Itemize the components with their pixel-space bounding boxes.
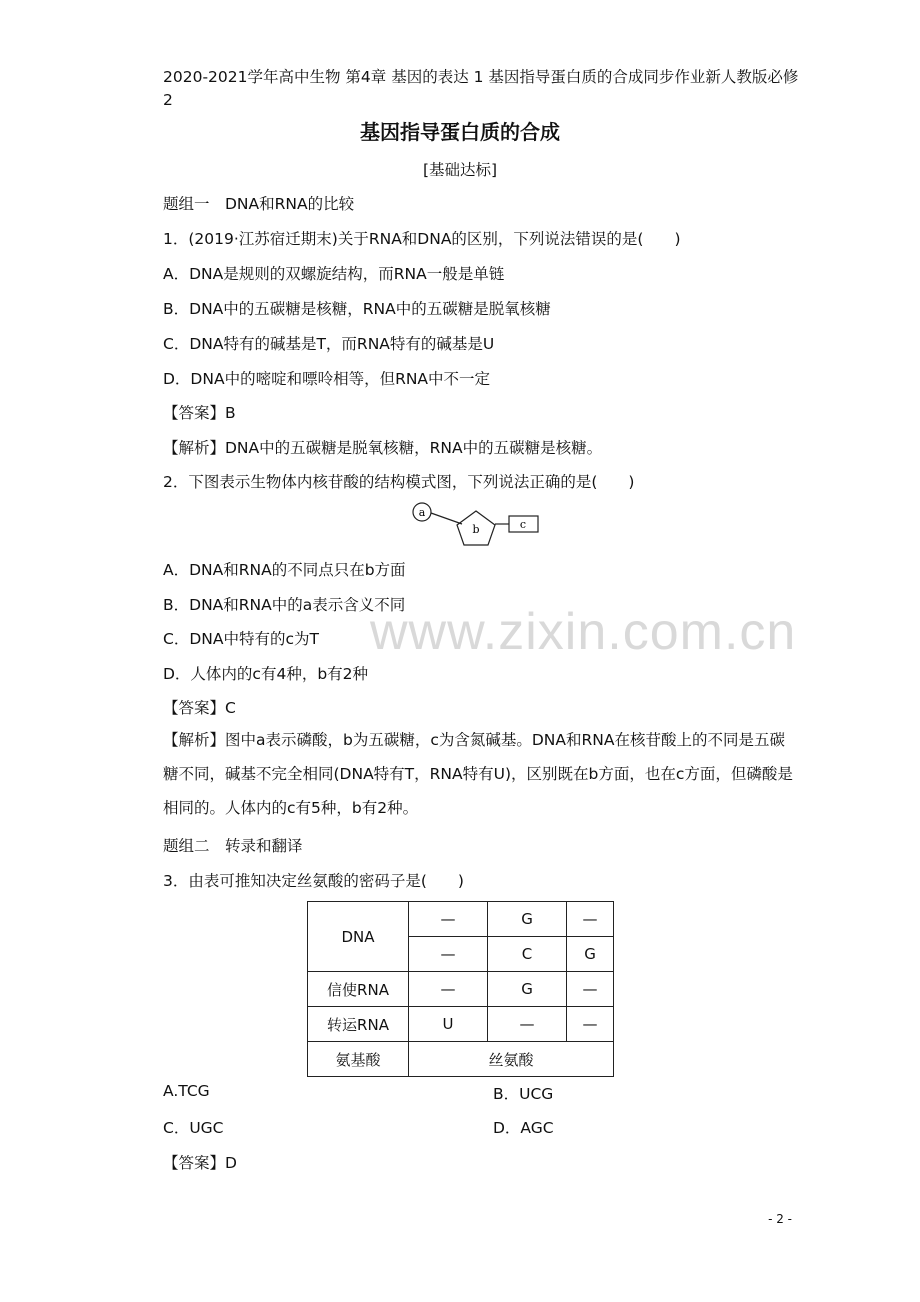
table-cell: — <box>409 902 488 937</box>
table-cell: 信使RNA <box>308 972 409 1007</box>
diagram-label-b: b <box>472 523 480 536</box>
table-row <box>308 1042 614 1077</box>
table-cell: G <box>567 937 614 972</box>
question-1-option-a: A．DNA是规则的双螺旋结构，而RNA一般是单链 <box>163 265 505 283</box>
group-heading-1: 题组一 DNA和RNA的比较 <box>163 195 355 213</box>
question-2-option-d: D．人体内的c有4种，b有2种 <box>163 665 369 683</box>
table-row <box>308 902 614 937</box>
table-cell: 转运RNA <box>308 1007 409 1042</box>
question-2-stem: 2．下图表示生物体内核苷酸的结构模式图，下列说法正确的是( ) <box>163 473 635 491</box>
table-cell: — <box>488 1007 567 1042</box>
table-cell: 氨基酸 <box>308 1042 409 1077</box>
table-cell: — <box>567 972 614 1007</box>
table-row <box>308 1007 614 1042</box>
table-cell: — <box>567 1007 614 1042</box>
question-1-option-c: C．DNA特有的碱基是T，而RNA特有的碱基是U <box>163 335 495 353</box>
question-2-option-b: B．DNA和RNA中的a表示含义不同 <box>163 596 406 614</box>
question-3-stem: 3．由表可推知决定丝氨酸的密码子是( ) <box>163 872 464 890</box>
question-2-option-a: A．DNA和RNA的不同点只在b方面 <box>163 561 406 579</box>
question-1-analysis: 【解析】DNA中的五碳糖是脱氧核糖，RNA中的五碳糖是核糖。 <box>163 439 603 457</box>
question-3-option-b: B．UCG <box>493 1085 554 1103</box>
page-title: 基因指导蛋白质的合成 <box>360 120 560 144</box>
table-cell: C <box>488 937 567 972</box>
codon-table <box>307 901 614 1077</box>
table-cell: — <box>409 937 488 972</box>
question-3-answer: 【答案】D <box>163 1154 237 1172</box>
table-row <box>308 972 614 1007</box>
question-2-answer: 【答案】C <box>163 699 236 717</box>
table-cell: U <box>409 1007 488 1042</box>
question-3-option-c: C．UGC <box>163 1119 224 1137</box>
diagram-label-c: c <box>519 518 527 531</box>
document-header: 2020-2021学年高中生物 第4章 基因的表达 1 基因指导蛋白质的合成同步作业新人教版必修2 <box>163 68 799 109</box>
table-cell: DNA <box>308 902 409 972</box>
watermark: www.zixin.com.cn <box>370 603 797 661</box>
table-cell: G <box>488 972 567 1007</box>
table-cell: — <box>409 972 488 1007</box>
table-cell: G <box>488 902 567 937</box>
question-2-analysis: 【解析】图中a表示磷酸，b为五碳糖，c为含氮碱基。DNA和RNA在核苷酸上的不同是五碳糖不同，碱基不完全相同(DNA特有T，RNA特有U)，区别既在b方面，也在c方面，但磷酸是相同的。人体内的c有5种，b有2种。 <box>163 731 793 817</box>
page-number: - 2 - <box>768 1212 792 1226</box>
question-1-answer: 【答案】B <box>163 404 236 422</box>
table-cell: — <box>567 902 614 937</box>
question-1-stem: 1．(2019·江苏宿迁期末)关于RNA和DNA的区别，下列说法错误的是( ) <box>163 230 681 248</box>
question-1-option-d: D．DNA中的嘧啶和嘌呤相等，但RNA中不一定 <box>163 370 491 388</box>
question-3-option-d: D．AGC <box>493 1119 554 1137</box>
diagram-label-a: a <box>418 506 426 519</box>
section-subtitle: [基础达标] <box>422 161 498 179</box>
table-cell: 丝氨酸 <box>409 1042 614 1077</box>
question-1-option-b: B．DNA中的五碳糖是核糖，RNA中的五碳糖是脱氧核糖 <box>163 300 551 318</box>
nucleotide-diagram <box>400 498 550 550</box>
question-2-option-c: C．DNA中特有的c为T <box>163 630 319 648</box>
question-3-option-a: A.TCG <box>163 1082 210 1100</box>
group-heading-2: 题组二 转录和翻译 <box>163 837 303 855</box>
